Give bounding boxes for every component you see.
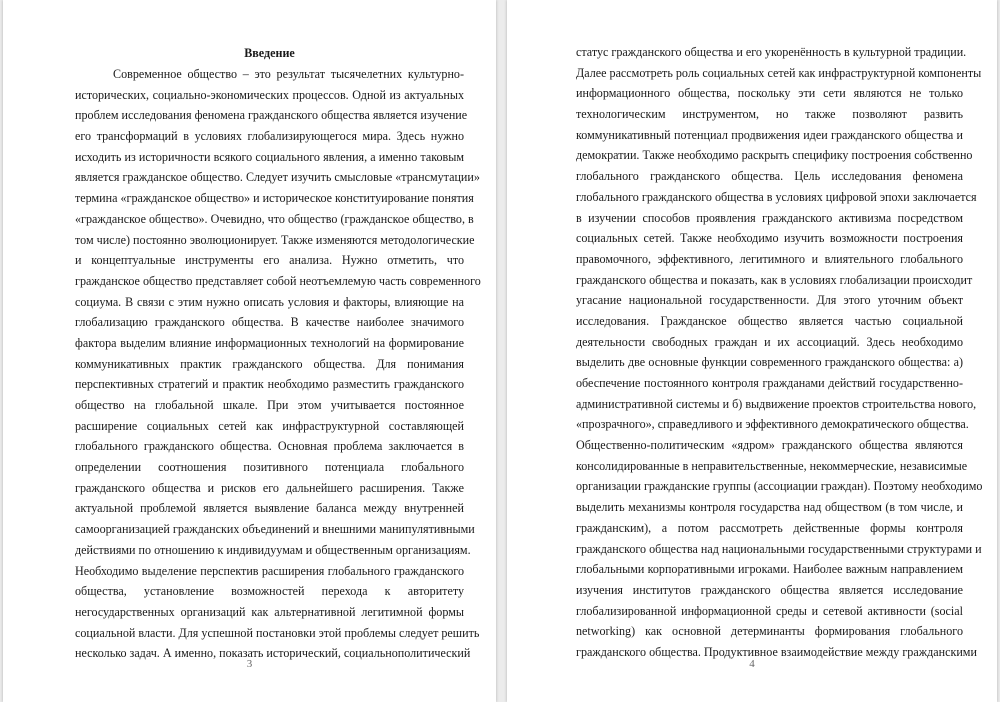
text-line: глобализированной информационной среды и сетевой активности (social [576,603,963,618]
text-line: расширение социальных сетей как инфраструктурной составляющей [75,418,464,433]
text-line: Современное общество – это результат тысячелетних культурно- [113,67,464,81]
text-line: гражданское общество представляет собой неотъемлемую часть современного [75,273,481,288]
text-line: гражданского общества и показать, как в условиях глобализации происходит [576,272,973,287]
text-line: выделить механизмы контроля государства над обществом (в том числе, и [576,500,963,515]
text-line: актуальной проблемой является выявление баланса между внутренней [75,501,464,516]
text-line: статус гражданского общества и его укоренённость в культурной традиции. [576,45,967,59]
text-line: его трансформаций в условиях глобализирующегося мира. Здесь нужно [75,129,464,144]
page-number: 3 [246,658,253,670]
text-line: «гражданское общество». Очевидно, что общество (гражданское общество, в [75,211,474,226]
text-line: глобальными корпоративными игроками. Наиболее важным направлением [576,562,963,577]
text-line: социума. В связи с этим нужно описать условия и факторы, влияющие на [75,294,464,309]
document-page-4 [507,0,997,702]
text-line: исходить из историчности всякого социального явления, а именно таковым [75,149,464,164]
text-line: обеспечение постоянного контроля гражданами действий государственно- [576,376,963,390]
text-line: Необходимо выделение перспектив расширения глобального гражданского [75,563,464,578]
text-line: социальной власти. Для успешной постановки этой проблемы следует решить [75,625,480,640]
text-line: несколько задач. А именно, показать исторический, социальнополитический [75,646,471,661]
text-line: глобального гражданского общества. Основная проблема заключается в [75,439,464,454]
text-line: консолидированные в неправительственные, некоммерческие, независимые [576,458,968,473]
text-line: глобализацию гражданского общества. В качестве наиболее значимого [75,315,464,330]
text-line: гражданского общества. Продуктивное взаимодействие между гражданскими [576,644,977,659]
text-line: определении соотношения позитивного потенциала глобального [75,460,464,475]
text-line: исследования. Гражданское общество является частью социальной [576,313,963,328]
text-line: изучения институтов гражданского общества является исследование [576,582,963,597]
text-line: Далее рассмотреть роль социальных сетей как инфраструктурной компоненты [576,65,982,80]
page-4-body-text [576,42,983,663]
text-line: гражданского общества над национальными государственными структурами и [576,541,982,556]
text-line: социальных сетей. Также необходимо изучить возможности построения [576,231,963,246]
text-line: самоорганизацией гражданских объединений и внешними манипулятивными [75,522,475,537]
text-line: общества, установление возможностей перехода к авторитету [75,584,464,599]
text-line: перспективных стратегий и практик необходимо разместить гражданского [75,377,464,392]
text-line: и концептуальные инструменты его анализа. Нужно отметить, что [75,253,464,268]
text-line: термина «гражданское общество» и историческое конституирование понятия [75,191,474,206]
text-line: общество на глобальной шкале. При этом учитывается постоянное [75,398,464,412]
text-line: негосударственных организаций как альтернативной легитимной формы [75,604,464,619]
text-line: фактора выделим влияние информационных технологий на формирование [75,335,464,350]
text-line: информационного общества, поскольку эти сети являются не только [576,86,963,101]
text-line: гражданского общества и рисков его дальнейшего расширения. Также [75,480,464,495]
text-line: networking) как основной детерминанты формирования глобального [576,624,963,639]
text-line: демократии. Также необходимо раскрыть специфику построения собственно [576,148,973,163]
text-line: «прозрачного», справедливого и эффективного демократического общества. [576,417,969,432]
text-line: технологическим инструментом, но также позволяют развить [576,107,963,122]
text-line: правомочного, эффективного, легитимного и влиятельного глобального [576,251,963,266]
text-line: угасание национальной государственности. Для этого уточним объект [576,293,963,308]
text-line: административной системы и б) выдвижение проектов строительства нового, [576,396,977,411]
page-3-body-text [75,64,481,664]
text-line: коммуникативных практик гражданского общества. Для понимания [75,356,464,371]
section-title: Введение [244,46,295,60]
text-line: гражданским), а потом рассмотреть действенные формы контроля [576,520,963,535]
text-line: организации гражданские группы (ассоциации граждан). Поэтому необходимо [576,479,983,494]
text-line: является гражданское общество. Следует изучить смысловые «трансмутации» [75,170,480,185]
page-number: 4 [749,658,755,670]
text-line: исторических, социально-экономических процессов. Одной из актуальных [75,87,464,102]
text-line: деятельности свободных граждан и их ассоциаций. Здесь необходимо [576,334,963,349]
text-line: том числе) постоянно эволюционирует. Также изменяются методологические [75,232,475,247]
text-line: глобального гражданского общества в условиях цифровой эпохи заключается [576,189,977,204]
text-line: в изучении способов проявления гражданского активизма посредством [576,210,963,225]
text-line: действиями по отношению к индивидуумам и общественным организациям. [75,542,471,557]
text-line: глобального гражданского общества. Цель исследования феномена [576,169,963,184]
text-line: коммуникативный потенциал продвижения идеи гражданского общества и [576,127,963,142]
text-line: Общественно-политическим «ядром» гражданского общества являются [576,438,963,453]
text-line: выделить две основные функции современного гражданского общества: а) [576,355,963,370]
text-line: проблем исследования феномена гражданского общества является изучение [75,108,468,123]
document-page-3 [3,0,496,702]
